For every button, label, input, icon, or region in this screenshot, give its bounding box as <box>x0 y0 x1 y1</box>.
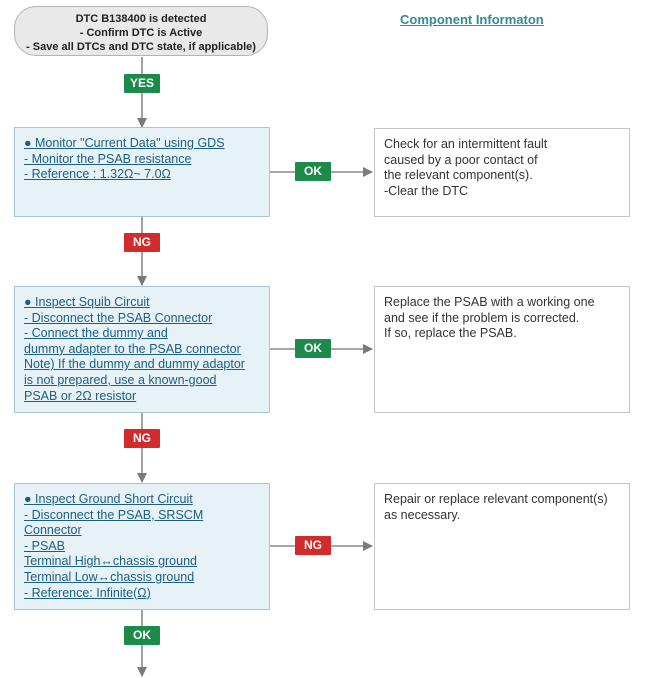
step2-line[interactable]: - Connect the dummy and <box>24 326 168 341</box>
step-inspect-squib-circuit <box>14 286 270 413</box>
result-repair-replace <box>374 483 630 610</box>
step2-line[interactable]: - Disconnect the PSAB Connector <box>24 310 213 325</box>
result3-line: as necessary. <box>384 507 461 522</box>
ok-badge-step3: OK <box>124 626 160 645</box>
step3-line[interactable]: Connector <box>24 523 82 538</box>
result-replace-psab <box>374 286 630 413</box>
step1-line[interactable]: - Monitor the PSAB resistance <box>24 151 192 166</box>
start-node <box>14 6 268 56</box>
step-monitor-current-data <box>14 127 270 217</box>
result1-line: -Clear the DTC <box>384 183 469 198</box>
result3-line: Repair or replace relevant component(s) <box>384 492 608 506</box>
step2-line[interactable]: is not prepared, use a known-good <box>24 372 217 387</box>
start-line-1: DTC B138400 is detected <box>75 13 207 25</box>
result2-line: and see if the problem is corrected. <box>384 310 580 325</box>
ng-badge-step1: NG <box>124 233 160 252</box>
ok-badge-step2: OK <box>295 339 331 358</box>
step2-line[interactable]: dummy adapter to the PSAB connector <box>24 341 241 356</box>
ok-badge-step1: OK <box>295 162 331 181</box>
result1-line: Check for an intermittent fault <box>384 137 548 151</box>
start-line-3: - Save all DTCs and DTC state, if applicable) <box>26 41 256 53</box>
step3-line[interactable]: - PSAB <box>24 538 65 553</box>
start-line-2: - Confirm DTC is Active <box>79 27 203 39</box>
step2-line[interactable]: ● Inspect Squib Circuit <box>24 295 150 309</box>
step3-line[interactable]: - Reference: Infinite(Ω) <box>24 585 151 600</box>
step1-line[interactable]: - Reference : 1.32Ω~ 7.0Ω <box>24 167 171 182</box>
result1-line: the relevant component(s). <box>384 168 533 183</box>
yes-badge: YES <box>124 74 160 93</box>
step2-line[interactable]: Note) If the dummy and dummy adaptor <box>24 357 245 372</box>
result2-line: Replace the PSAB with a working one <box>384 295 595 309</box>
step3-line[interactable]: Terminal High↔chassis ground <box>24 554 197 569</box>
step1-line[interactable]: ● Monitor "Current Data" using GDS <box>24 136 225 150</box>
step3-line[interactable]: - Disconnect the PSAB, SRSCM <box>24 507 204 522</box>
component-information-link[interactable]: Component Informaton <box>400 12 544 27</box>
step2-line[interactable]: PSAB or 2Ω resistor <box>24 388 137 403</box>
result2-line: If so, replace the PSAB. <box>384 326 517 341</box>
step3-line[interactable]: Terminal Low↔chassis ground <box>24 569 195 584</box>
result1-line: caused by a poor contact of <box>384 152 538 167</box>
result-intermittent-fault <box>374 128 630 217</box>
ng-badge-step3: NG <box>295 536 331 555</box>
ng-badge-step2: NG <box>124 429 160 448</box>
step-inspect-ground-short <box>14 483 270 610</box>
step3-line[interactable]: ● Inspect Ground Short Circuit <box>24 492 193 506</box>
